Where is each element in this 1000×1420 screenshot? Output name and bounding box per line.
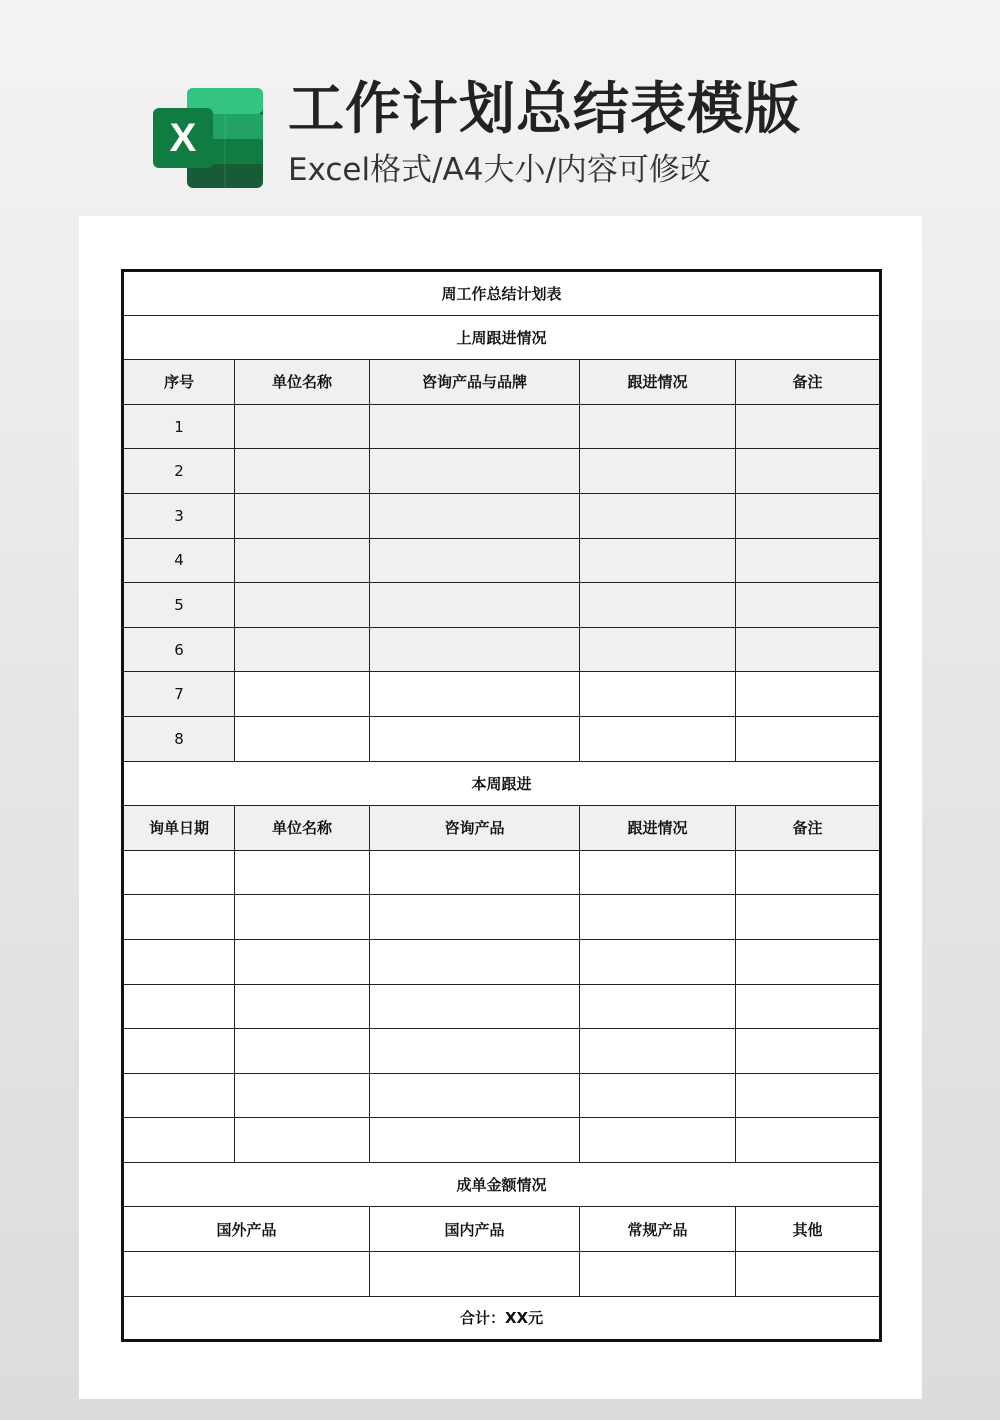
table-cell[interactable] xyxy=(370,939,580,984)
row-number: 4 xyxy=(123,538,235,583)
excel-logo-icon xyxy=(153,86,265,190)
section-row xyxy=(123,761,881,806)
table-cell[interactable] xyxy=(736,1029,881,1074)
column-header: 国外产品 xyxy=(123,1207,370,1252)
column-header: 常规产品 xyxy=(580,1207,736,1252)
work-plan-table xyxy=(121,269,882,1342)
row-number: 1 xyxy=(123,404,235,449)
table-cell[interactable] xyxy=(736,672,881,717)
table-cell[interactable] xyxy=(370,449,580,494)
table-row xyxy=(123,984,881,1029)
table-cell[interactable] xyxy=(736,404,881,449)
table-cell[interactable] xyxy=(370,1118,580,1163)
row-number: 3 xyxy=(123,493,235,538)
column-header: 国内产品 xyxy=(370,1207,580,1252)
table-cell[interactable] xyxy=(123,1073,235,1118)
section-row xyxy=(123,315,881,360)
table-cell[interactable] xyxy=(736,583,881,628)
row-number: 8 xyxy=(123,716,235,761)
table-cell[interactable] xyxy=(736,1252,881,1297)
table-cell[interactable] xyxy=(580,672,736,717)
sheet-title: 周工作总结计划表 xyxy=(123,271,881,316)
row-number: 6 xyxy=(123,627,235,672)
table-cell[interactable] xyxy=(580,850,736,895)
table-row xyxy=(123,672,881,717)
table-cell[interactable] xyxy=(235,538,370,583)
table-row xyxy=(123,939,881,984)
column-header: 单位名称 xyxy=(235,806,370,851)
table-cell[interactable] xyxy=(736,716,881,761)
column-header: 询单日期 xyxy=(123,806,235,851)
column-header: 咨询产品与品牌 xyxy=(370,360,580,405)
table-cell[interactable] xyxy=(123,1118,235,1163)
table-cell[interactable] xyxy=(580,1073,736,1118)
section-last-week: 上周跟进情况 xyxy=(123,315,881,360)
page-subtitle: Excel格式/A4大小/内容可修改 xyxy=(288,152,711,188)
section-this-week: 本周跟进 xyxy=(123,761,881,806)
table-row xyxy=(123,583,881,628)
table-cell[interactable] xyxy=(736,493,881,538)
table-cell[interactable] xyxy=(235,850,370,895)
page-title: 工作计划总结表模版 xyxy=(288,77,801,142)
table-row xyxy=(123,449,881,494)
table-cell[interactable] xyxy=(736,1073,881,1118)
row-number: 5 xyxy=(123,583,235,628)
table-cell[interactable] xyxy=(235,493,370,538)
table-cell[interactable] xyxy=(736,895,881,940)
table-cell[interactable] xyxy=(580,939,736,984)
table-row xyxy=(123,1029,881,1074)
table-cell[interactable] xyxy=(235,895,370,940)
total-row xyxy=(123,1296,881,1341)
table-cell[interactable] xyxy=(736,538,881,583)
table-cell[interactable] xyxy=(370,404,580,449)
table-cell[interactable] xyxy=(235,1029,370,1074)
section-row xyxy=(123,1162,881,1207)
table-cell[interactable] xyxy=(370,627,580,672)
table-row xyxy=(123,1252,881,1297)
column-header: 单位名称 xyxy=(235,360,370,405)
table-cell[interactable] xyxy=(235,1118,370,1163)
table-row xyxy=(123,716,881,761)
total-label: 合计：XX元 xyxy=(123,1296,881,1341)
table-cell[interactable] xyxy=(235,583,370,628)
table-row xyxy=(123,404,881,449)
table-cell[interactable] xyxy=(123,1029,235,1074)
table-cell[interactable] xyxy=(235,1073,370,1118)
column-header: 备注 xyxy=(736,806,881,851)
column-header: 咨询产品 xyxy=(370,806,580,851)
table-cell[interactable] xyxy=(580,984,736,1029)
column-header: 其他 xyxy=(736,1207,881,1252)
column-header: 跟进情况 xyxy=(580,360,736,405)
table-cell[interactable] xyxy=(370,895,580,940)
table-cell[interactable] xyxy=(580,538,736,583)
table-cell[interactable] xyxy=(736,1118,881,1163)
table-cell[interactable] xyxy=(736,449,881,494)
table-cell[interactable] xyxy=(123,939,235,984)
table-cell[interactable] xyxy=(580,449,736,494)
table-cell[interactable] xyxy=(736,850,881,895)
column-header: 序号 xyxy=(123,360,235,405)
table-cell[interactable] xyxy=(123,850,235,895)
table-cell[interactable] xyxy=(235,672,370,717)
table-cell[interactable] xyxy=(580,1252,736,1297)
table-cell[interactable] xyxy=(123,984,235,1029)
table-cell[interactable] xyxy=(580,493,736,538)
column-header: 跟进情况 xyxy=(580,806,736,851)
table-cell[interactable] xyxy=(370,1073,580,1118)
column-header: 备注 xyxy=(736,360,881,405)
table-cell[interactable] xyxy=(580,404,736,449)
table-cell[interactable] xyxy=(235,449,370,494)
table-row xyxy=(123,850,881,895)
table-row xyxy=(123,1118,881,1163)
header-row xyxy=(123,1207,881,1252)
header-row xyxy=(123,360,881,405)
table-cell[interactable] xyxy=(370,716,580,761)
table-cell[interactable] xyxy=(235,984,370,1029)
table-cell[interactable] xyxy=(736,939,881,984)
row-number: 7 xyxy=(123,672,235,717)
table-cell[interactable] xyxy=(370,493,580,538)
table-cell[interactable] xyxy=(370,672,580,717)
table-cell[interactable] xyxy=(580,895,736,940)
table-cell[interactable] xyxy=(370,850,580,895)
table-cell[interactable] xyxy=(123,1252,370,1297)
table-cell[interactable] xyxy=(370,984,580,1029)
table-row xyxy=(123,493,881,538)
table-cell[interactable] xyxy=(235,716,370,761)
table-cell[interactable] xyxy=(370,583,580,628)
table-cell[interactable] xyxy=(580,627,736,672)
table-cell[interactable] xyxy=(736,627,881,672)
row-number: 2 xyxy=(123,449,235,494)
table-cell[interactable] xyxy=(580,583,736,628)
table-cell[interactable] xyxy=(580,1118,736,1163)
table-cell[interactable] xyxy=(235,404,370,449)
table-row xyxy=(123,895,881,940)
table-cell[interactable] xyxy=(580,1029,736,1074)
table-cell[interactable] xyxy=(370,1252,580,1297)
page-header xyxy=(0,0,1000,215)
header-row xyxy=(123,806,881,851)
table-cell[interactable] xyxy=(235,939,370,984)
table-cell[interactable] xyxy=(123,895,235,940)
table-cell[interactable] xyxy=(235,627,370,672)
table-row xyxy=(123,1073,881,1118)
table-cell[interactable] xyxy=(580,716,736,761)
table-cell[interactable] xyxy=(370,1029,580,1074)
table-cell[interactable] xyxy=(736,984,881,1029)
table-cell[interactable] xyxy=(370,538,580,583)
title-row xyxy=(123,271,881,316)
table-row xyxy=(123,627,881,672)
section-deal-amount: 成单金额情况 xyxy=(123,1162,881,1207)
table-row xyxy=(123,538,881,583)
excel-logo-letter: X xyxy=(169,116,197,160)
